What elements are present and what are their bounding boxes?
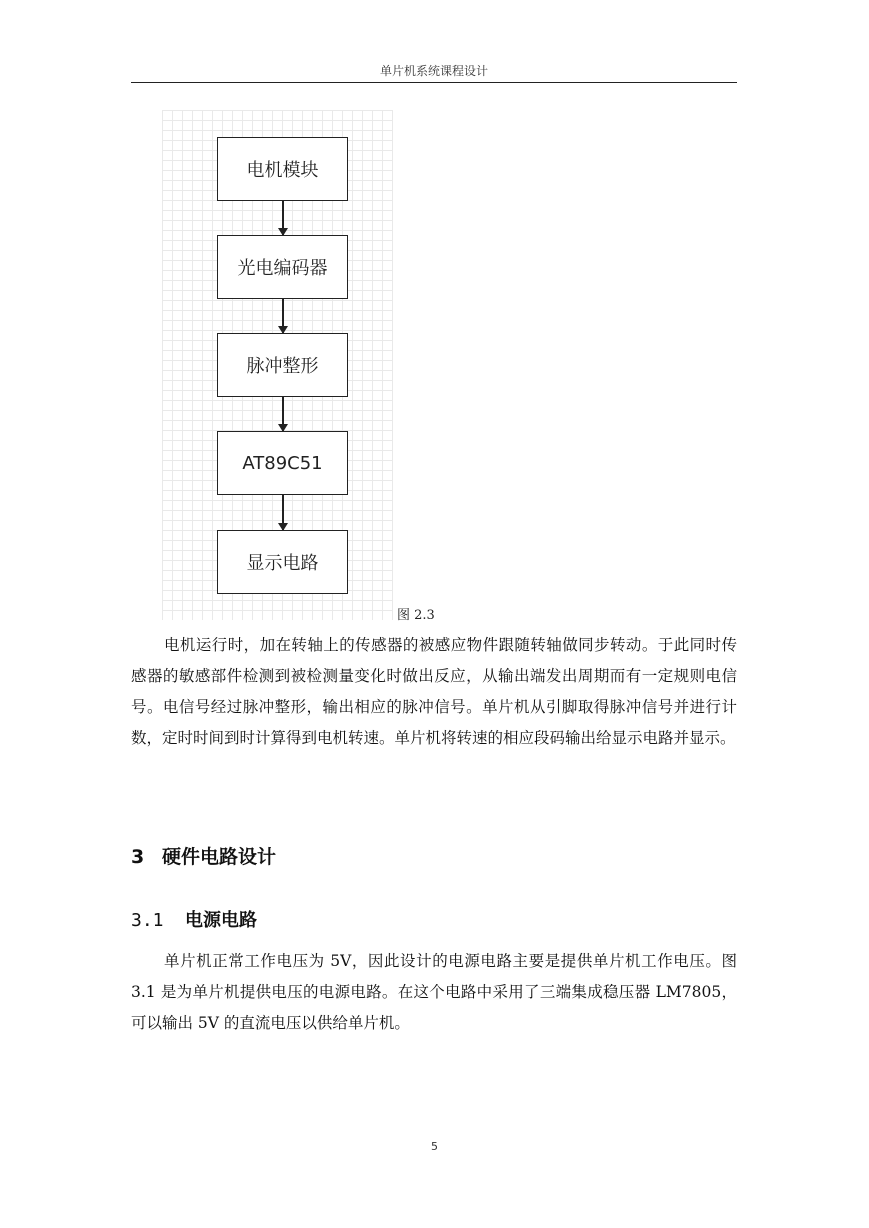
subsection-title: 电源电路 bbox=[185, 910, 257, 931]
section-heading bbox=[131, 842, 276, 869]
section-number: 3 bbox=[131, 846, 145, 868]
flow-arrow-3 bbox=[282, 397, 284, 431]
flow-box-motor-module: 电机模块 bbox=[217, 137, 348, 201]
flow-box-display-circuit: 显示电路 bbox=[217, 530, 348, 594]
subsection-heading bbox=[131, 906, 257, 932]
flow-arrow-1 bbox=[282, 201, 284, 235]
flow-box-optical-encoder: 光电编码器 bbox=[217, 235, 348, 299]
running-header: 单片机系统课程设计 bbox=[131, 60, 737, 83]
body-paragraph-2: 单片机正常工作电压为 5V，因此设计的电源电路主要是提供单片机工作电压。图 3.1 是为单片机提供电压的电源电路。在这个电路中采用了三端集成稳压器 LM7805，可以输出 5V 的直流电压以供给单片机。 bbox=[131, 952, 737, 1032]
section-title: 硬件电路设计 bbox=[162, 846, 277, 868]
figure-caption: 图 2.3 bbox=[397, 608, 435, 623]
flow-box-pulse-shaping: 脉冲整形 bbox=[217, 333, 348, 397]
flow-box-mcu: AT89C51 bbox=[217, 431, 348, 495]
page-number: 5 bbox=[431, 1140, 438, 1153]
flowchart-figure bbox=[162, 110, 393, 620]
flow-arrow-2 bbox=[282, 299, 284, 333]
flow-arrow-4 bbox=[282, 495, 284, 530]
subsection-number: 3.1 bbox=[131, 910, 164, 931]
body-paragraph-1: 电机运行时，加在转轴上的传感器的被感应物件跟随转轴做同步转动。于此同时传感器的敏感部件检测到被检测量变化时做出反应，从输出端发出周期而有一定规则电信号。电信号经过脉冲整形，输出相应的脉冲信号。单片机从引脚取得脉冲信号并进行计数，定时时间到时计算得到电机转速。单片机将转速的相应段码输出给显示电路并显示。 bbox=[131, 636, 737, 747]
